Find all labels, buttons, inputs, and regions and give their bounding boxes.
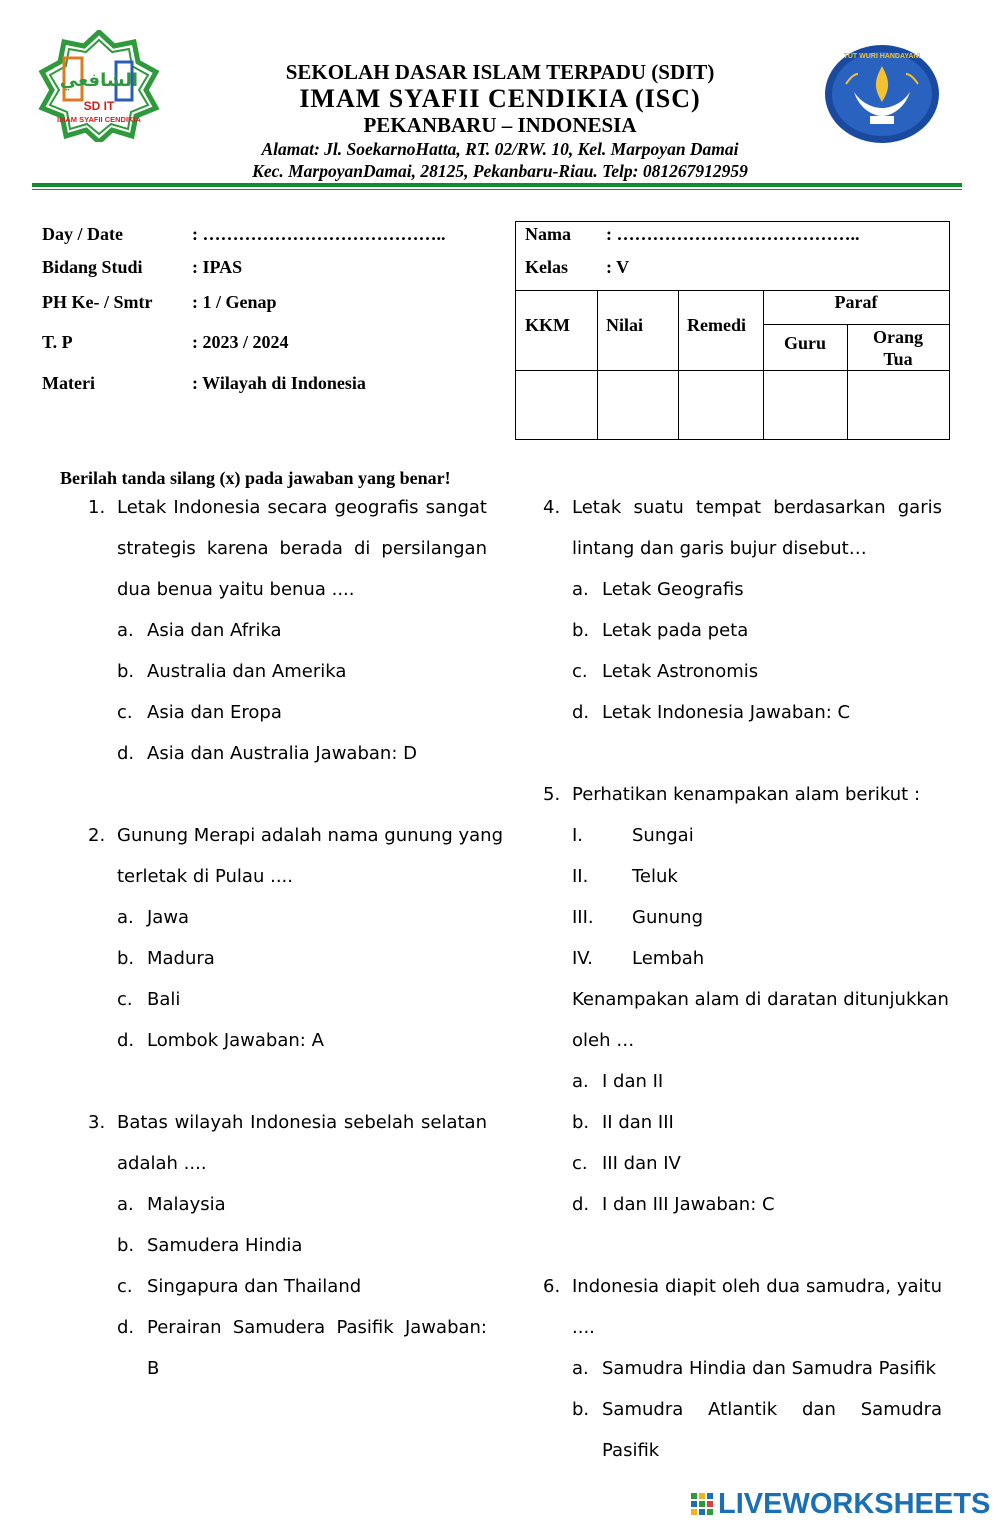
question-3-option-a[interactable]: a. Malaysia <box>117 1194 226 1215</box>
question-5-prompt: Kenampakan alam di daratan ditunjukkan oleh … <box>572 989 949 1051</box>
liveworksheets-icon <box>690 1492 714 1516</box>
liveworksheets-logo[interactable] <box>690 1488 990 1520</box>
question-6-option-b[interactable]: b. Samudra Atlantik dan Samudra <box>572 1399 942 1420</box>
subject-value: : IPAS <box>192 257 243 277</box>
school-name: IMAM SYAFII CENDIKIA (ISC) <box>299 84 701 113</box>
score-table <box>515 221 950 440</box>
question-3-option-b[interactable]: b. Samudera Hindia <box>117 1235 303 1256</box>
question-1-option-b[interactable]: b. Australia dan Amerika <box>117 661 347 682</box>
day-date-label: Day / Date <box>42 224 123 244</box>
question-3-option-d[interactable]: d. Perairan Samudera Pasifik Jawaban: <box>117 1317 487 1338</box>
question-3-option-c[interactable]: c. Singapura dan Thailand <box>117 1276 362 1297</box>
question-3-option-d-continued: B <box>147 1358 160 1379</box>
question-4-option-b[interactable]: b. Letak pada peta <box>572 620 749 641</box>
question-5-stem: Perhatikan kenampakan alam berikut : <box>572 784 921 805</box>
question-6-number: 6. <box>543 1276 561 1297</box>
question-2-option-d[interactable]: d. Lombok Jawaban: A <box>117 1030 324 1051</box>
question-5-item-2: II. Teluk <box>572 866 678 887</box>
question-3-stem: Batas wilayah Indonesia sebelah selatan adalah .... <box>117 1112 487 1174</box>
header-divider-thin <box>32 189 962 190</box>
question-2-option-b[interactable]: b. Madura <box>117 948 215 969</box>
ph-semester-label: PH Ke- / Smtr <box>42 292 153 312</box>
question-1-option-a[interactable]: a. Asia dan Afrika <box>117 620 282 641</box>
question-4-option-c[interactable]: c. Letak Astronomis <box>572 661 759 682</box>
question-1-option-d[interactable]: d. Asia dan Australia Jawaban: D <box>117 743 417 764</box>
material-value: : Wilayah di Indonesia <box>192 373 366 393</box>
day-date-value: : ………………………………….. <box>192 224 446 244</box>
question-5-item-1: I. Sungai <box>572 825 694 846</box>
svg-text:TUT WURI HANDAYANI: TUT WURI HANDAYANI <box>843 53 921 60</box>
svg-text:الشافعي: الشافعي <box>59 70 139 91</box>
question-6-option-a[interactable]: a. Samudra Hindia dan Samudra Pasifik <box>572 1358 936 1379</box>
question-1-number: 1. <box>88 497 106 518</box>
question-4-number: 4. <box>543 497 561 518</box>
svg-text:SD IT: SD IT <box>83 99 115 113</box>
question-5-option-b[interactable]: b. II dan III <box>572 1112 674 1133</box>
question-2-number: 2. <box>88 825 106 846</box>
teacher-header: Guru <box>783 333 826 353</box>
class-label: Kelas <box>525 257 568 277</box>
school-year-label: T. P <box>42 332 73 352</box>
kkm-header: KKM <box>525 315 570 335</box>
signature-header: Paraf <box>834 292 878 312</box>
question-5-option-d[interactable]: d. I dan III Jawaban: C <box>572 1194 775 1215</box>
material-label: Materi <box>42 373 95 393</box>
liveworksheets-wordmark: LIVEWORKSHEETS <box>718 1487 991 1520</box>
question-4-option-d[interactable]: d. Letak Indonesia Jawaban: C <box>572 702 851 723</box>
score-header: Nilai <box>606 315 644 335</box>
svg-text:IMAM SYAFII CENDIKIA: IMAM SYAFII CENDIKIA <box>57 115 141 124</box>
question-4-option-a[interactable]: a. Letak Geografis <box>572 579 744 600</box>
school-type: SEKOLAH DASAR ISLAM TERPADU (SDIT) <box>285 60 715 84</box>
question-5-option-c[interactable]: c. III dan IV <box>572 1153 681 1174</box>
school-city: PEKANBARU – INDONESIA <box>363 113 637 137</box>
subject-label: Bidang Studi <box>42 257 143 277</box>
school-address: Alamat: Jl. SoekarnoHatta, RT. 02/RW. 10, Kel. Marpoyan Damai <box>261 139 739 159</box>
parent-header: Orang Tua <box>872 327 923 369</box>
question-2-stem: Gunung Merapi adalah nama gunung yang terletak di Pulau .... <box>117 825 504 887</box>
header-divider-thick <box>32 183 962 187</box>
tut-wuri-handayani-logo <box>824 44 940 144</box>
instruction: Berilah tanda silang (x) pada jawaban yang benar! <box>60 468 451 488</box>
question-1-stem: Letak Indonesia secara geografis sangat strategis karena berada di persilangan dua benua yaitu benua .... <box>117 497 487 600</box>
question-2-option-c[interactable]: c. Bali <box>117 989 181 1010</box>
question-5-option-a[interactable]: a. I dan II <box>572 1071 664 1092</box>
question-5-number: 5. <box>543 784 561 805</box>
school-year-value: : 2023 / 2024 <box>192 332 289 352</box>
question-5-item-4: IV. Lembah <box>572 948 705 969</box>
question-4-stem: Letak suatu tempat berdasarkan garis lintang dan garis bujur disebut… <box>572 497 942 559</box>
remedial-header: Remedi <box>687 315 746 335</box>
name-label: Nama <box>525 224 571 244</box>
question-5-item-3: III. Gunung <box>572 907 704 928</box>
question-1-option-c[interactable]: c. Asia dan Eropa <box>117 702 282 723</box>
question-3-number: 3. <box>88 1112 106 1133</box>
ph-semester-value: : 1 / Genap <box>192 292 277 312</box>
class-value: : V <box>606 257 630 277</box>
school-logo <box>38 30 160 142</box>
school-contact: Kec. MarpoyanDamai, 28125, Pekanbaru-Riau. Telp: 081267912959 <box>252 161 748 181</box>
question-2-option-a[interactable]: a. Jawa <box>117 907 190 928</box>
question-6-stem: Indonesia diapit oleh dua samudra, yaitu .... <box>572 1276 942 1338</box>
question-6-option-b-continued: Pasifik <box>602 1440 660 1461</box>
name-field[interactable]: : ………………………………….. <box>606 224 860 244</box>
